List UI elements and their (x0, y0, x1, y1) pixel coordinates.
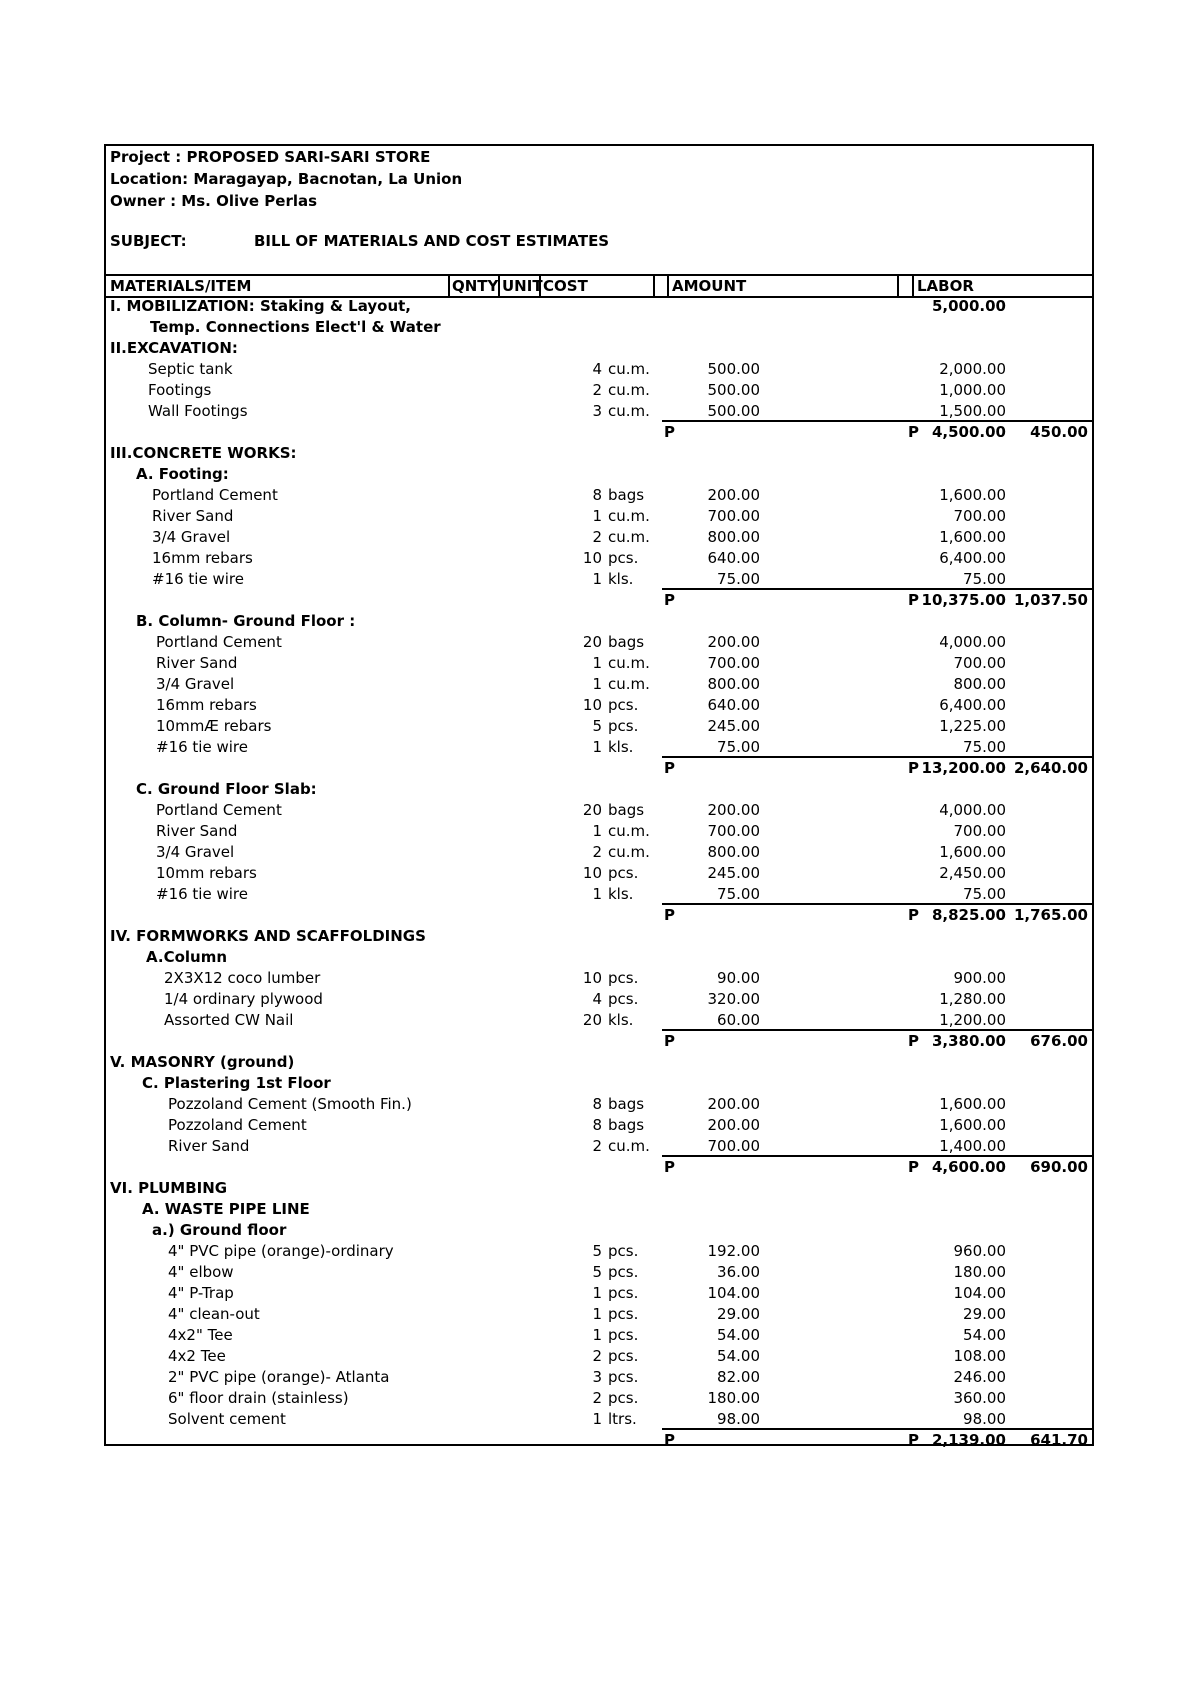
item-label: 4x2 Tee (168, 1347, 226, 1365)
amount-cell: 29.00 (963, 1305, 1006, 1323)
table-row (106, 1241, 1092, 1262)
cost-cell: 320.00 (707, 990, 760, 1008)
unit-cell: bags (608, 1116, 645, 1134)
unit-cell: bags (608, 1095, 645, 1113)
unit-cell: pcs. (608, 864, 639, 882)
qnty-cell: 1 (592, 1410, 602, 1428)
unit-cell: pcs. (608, 1284, 639, 1302)
table-row (106, 1409, 1092, 1430)
cost-cell: 75.00 (717, 738, 760, 756)
amount-cell: 104.00 (953, 1284, 1006, 1302)
item-label: River Sand (156, 654, 238, 672)
qnty-cell: 4 (592, 360, 602, 378)
item-label: 10mmÆ rebars (156, 717, 272, 735)
table-row (106, 1388, 1092, 1409)
labor-amount: 676.00 (1030, 1032, 1088, 1050)
table-row (106, 1262, 1092, 1283)
qnty-cell: 1 (592, 885, 602, 903)
table-row (106, 842, 1092, 863)
amount-cell: 98.00 (963, 1410, 1006, 1428)
subtotal-amount: 2,139.00 (931, 1431, 1006, 1449)
cost-cell: 90.00 (717, 969, 760, 987)
unit-cell: kls. (608, 738, 634, 756)
amount-cell: 1,400.00 (939, 1137, 1006, 1155)
col-divider (897, 276, 899, 296)
qnty-cell: 20 (582, 1011, 602, 1029)
section-label: V. MASONRY (ground) (110, 1053, 295, 1071)
qnty-cell: 20 (582, 633, 602, 651)
subtotal-amount: 8,825.00 (931, 906, 1006, 924)
item-label: Portland Cement (152, 486, 278, 504)
section-label: A.Column (146, 948, 228, 966)
peso-sign: P (664, 1032, 675, 1050)
amount-cell: 1,600.00 (939, 843, 1006, 861)
qnty-cell: 1 (592, 654, 602, 672)
amount-cell: 180.00 (953, 1263, 1006, 1281)
peso-sign: P (908, 423, 919, 441)
amount-cell: 1,600.00 (939, 486, 1006, 504)
cost-cell: 54.00 (717, 1347, 760, 1365)
labor-amount: 450.00 (1030, 423, 1088, 441)
item-label: River Sand (156, 822, 238, 840)
unit-cell: pcs. (608, 990, 639, 1008)
peso-sign: P (908, 1158, 919, 1176)
cost-cell: 640.00 (707, 549, 760, 567)
section-row (106, 1220, 1092, 1241)
item-label: Septic tank (148, 360, 233, 378)
item-label: 6" floor drain (stainless) (168, 1389, 349, 1407)
table-row (106, 632, 1092, 653)
subtotal-row (106, 590, 1092, 611)
unit-cell: cu.m. (608, 528, 650, 546)
section-label: IV. FORMWORKS AND SCAFFOLDINGS (110, 927, 426, 945)
section-row (106, 296, 1092, 317)
labor-amount: 1,765.00 (1013, 906, 1088, 924)
section-label: VI. PLUMBING (110, 1179, 228, 1197)
amount-cell: 360.00 (953, 1389, 1006, 1407)
amount-cell: 1,200.00 (939, 1011, 1006, 1029)
subtotal-rule (662, 756, 1092, 758)
cost-cell: 800.00 (707, 675, 760, 693)
item-label: River Sand (152, 507, 234, 525)
qnty-cell: 1 (592, 822, 602, 840)
qnty-cell: 8 (592, 1095, 602, 1113)
subtotal-amount: 4,500.00 (931, 423, 1006, 441)
item-label: Footings (148, 381, 212, 399)
amount-cell: 1,500.00 (939, 402, 1006, 420)
table-row (106, 968, 1092, 989)
cost-cell: 36.00 (717, 1263, 760, 1281)
section-row (106, 1052, 1092, 1073)
peso-sign: P (908, 1431, 919, 1449)
item-label: 16mm rebars (156, 696, 257, 714)
table-row (106, 1346, 1092, 1367)
item-label: 3/4 Gravel (156, 843, 235, 861)
item-label: 3/4 Gravel (156, 675, 235, 693)
unit-cell: pcs. (608, 1368, 639, 1386)
item-label: #16 tie wire (152, 570, 244, 588)
unit-cell: bags (608, 633, 645, 651)
qnty-cell: 1 (592, 675, 602, 693)
amount-cell: 800.00 (953, 675, 1006, 693)
section-label: I. MOBILIZATION: Staking & Layout, (110, 297, 411, 315)
unit-cell: pcs. (608, 1305, 639, 1323)
table-row (106, 401, 1092, 422)
cost-cell: 60.00 (717, 1011, 760, 1029)
qnty-cell: 1 (592, 1284, 602, 1302)
amount-cell: 2,000.00 (939, 360, 1006, 378)
unit-cell: cu.m. (608, 654, 650, 672)
col-item: MATERIALS/ITEM (110, 277, 252, 295)
unit-cell: pcs. (608, 1263, 639, 1281)
peso-sign: P (664, 906, 675, 924)
amount-cell: 2,450.00 (939, 864, 1006, 882)
table-row (106, 1094, 1092, 1115)
col-cost: COST (543, 277, 588, 295)
cost-cell: 700.00 (707, 507, 760, 525)
amount-cell: 1,600.00 (939, 1095, 1006, 1113)
column-header-row (106, 274, 1092, 298)
amount-cell: 6,400.00 (939, 549, 1006, 567)
subtotal-rule (662, 903, 1092, 905)
table-row (106, 1283, 1092, 1304)
qnty-cell: 2 (592, 843, 602, 861)
table-row (106, 506, 1092, 527)
bill-of-materials-sheet (104, 144, 1094, 1449)
item-label: Pozzoland Cement (168, 1116, 307, 1134)
cost-cell: 500.00 (707, 381, 760, 399)
section-label: Temp. Connections Elect'l & Water (150, 318, 441, 336)
qnty-cell: 2 (592, 528, 602, 546)
cost-cell: 82.00 (717, 1368, 760, 1386)
item-label: 2" PVC pipe (orange)- Atlanta (168, 1368, 390, 1386)
unit-cell: kls. (608, 1011, 634, 1029)
unit-cell: ltrs. (608, 1410, 637, 1428)
section-row (106, 1199, 1092, 1220)
peso-sign: P (664, 423, 675, 441)
amount-cell: 4,000.00 (939, 801, 1006, 819)
table-row (106, 821, 1092, 842)
subtotal-rule (662, 1155, 1092, 1157)
peso-sign: P (664, 1431, 675, 1449)
subtotal-row (106, 422, 1092, 443)
cost-cell: 98.00 (717, 1410, 760, 1428)
amount-cell: 1,000.00 (939, 381, 1006, 399)
qnty-cell: 2 (592, 1347, 602, 1365)
section-label: II.EXCAVATION: (110, 339, 238, 357)
qnty-cell: 8 (592, 1116, 602, 1134)
subtotal-row (106, 1031, 1092, 1052)
subject-text: BILL OF MATERIALS AND COST ESTIMATES (254, 232, 610, 250)
cost-cell: 104.00 (707, 1284, 760, 1302)
unit-cell: cu.m. (608, 360, 650, 378)
unit-cell: kls. (608, 570, 634, 588)
table-row (106, 548, 1092, 569)
table-row (106, 569, 1092, 590)
cost-cell: 200.00 (707, 1095, 760, 1113)
item-label: 4" PVC pipe (orange)-ordinary (168, 1242, 394, 1260)
unit-cell: pcs. (608, 1389, 639, 1407)
unit-cell: pcs. (608, 969, 639, 987)
subtotal-row (106, 758, 1092, 779)
unit-cell: cu.m. (608, 822, 650, 840)
section-row (106, 947, 1092, 968)
cost-cell: 200.00 (707, 1116, 760, 1134)
amount-cell: 4,000.00 (939, 633, 1006, 651)
unit-cell: pcs. (608, 1347, 639, 1365)
labor-amount: 641.70 (1030, 1431, 1088, 1449)
cost-cell: 75.00 (717, 570, 760, 588)
item-label: 4" elbow (168, 1263, 234, 1281)
unit-cell: cu.m. (608, 381, 650, 399)
cost-cell: 500.00 (707, 360, 760, 378)
amount-cell: 700.00 (953, 654, 1006, 672)
col-labor: LABOR (917, 277, 974, 295)
table-row (106, 884, 1092, 905)
peso-sign: P (664, 1158, 675, 1176)
subtotal-row (106, 1157, 1092, 1178)
section-row (106, 464, 1092, 485)
col-unit: UNIT (502, 277, 543, 295)
amount-cell: 5,000.00 (931, 297, 1006, 315)
unit-cell: pcs. (608, 549, 639, 567)
unit-cell: cu.m. (608, 675, 650, 693)
qnty-cell: 1 (592, 738, 602, 756)
table-row (106, 1325, 1092, 1346)
cost-cell: 200.00 (707, 486, 760, 504)
peso-sign: P (908, 591, 919, 609)
subtotal-rule (662, 1428, 1092, 1430)
cost-cell: 192.00 (707, 1242, 760, 1260)
cost-cell: 800.00 (707, 528, 760, 546)
cost-cell: 200.00 (707, 633, 760, 651)
item-label: 16mm rebars (152, 549, 253, 567)
item-label: 4x2" Tee (168, 1326, 233, 1344)
qnty-cell: 8 (592, 486, 602, 504)
section-label: A. Footing: (136, 465, 229, 483)
cost-cell: 180.00 (707, 1389, 760, 1407)
item-label: Wall Footings (148, 402, 248, 420)
qnty-cell: 5 (592, 1263, 602, 1281)
section-row (106, 926, 1092, 947)
section-label: III.CONCRETE WORKS: (110, 444, 297, 462)
col-divider (653, 276, 655, 296)
col-divider (498, 276, 500, 296)
peso-sign: P (908, 1032, 919, 1050)
table-row (106, 737, 1092, 758)
amount-cell: 1,600.00 (939, 1116, 1006, 1134)
table-row (106, 1304, 1092, 1325)
table-row (106, 380, 1092, 401)
unit-cell: pcs. (608, 696, 639, 714)
unit-cell: cu.m. (608, 1137, 650, 1155)
cost-cell: 700.00 (707, 822, 760, 840)
labor-amount: 690.00 (1030, 1158, 1088, 1176)
subtotal-amount: 13,200.00 (921, 759, 1006, 777)
section-label: C. Plastering 1st Floor (142, 1074, 331, 1092)
cost-cell: 500.00 (707, 402, 760, 420)
labor-amount: 2,640.00 (1013, 759, 1088, 777)
item-label: Pozzoland Cement (Smooth Fin.) (168, 1095, 412, 1113)
table-row (106, 674, 1092, 695)
cost-cell: 29.00 (717, 1305, 760, 1323)
subtotal-rule (662, 1029, 1092, 1031)
subtotal-row (106, 1430, 1092, 1451)
qnty-cell: 1 (592, 507, 602, 525)
qnty-cell: 10 (582, 696, 602, 714)
qnty-cell: 2 (592, 1137, 602, 1155)
cost-cell: 245.00 (707, 864, 760, 882)
col-divider (448, 276, 450, 296)
qnty-cell: 10 (582, 969, 602, 987)
table-row (106, 359, 1092, 380)
subtotal-rule (662, 588, 1092, 590)
table-row (106, 989, 1092, 1010)
unit-cell: bags (608, 486, 645, 504)
cost-cell: 54.00 (717, 1326, 760, 1344)
item-label: #16 tie wire (156, 738, 248, 756)
unit-cell: pcs. (608, 1242, 639, 1260)
table-row (106, 1010, 1092, 1031)
col-divider (667, 276, 669, 296)
section-row (106, 611, 1092, 632)
section-row (106, 1073, 1092, 1094)
item-label: #16 tie wire (156, 885, 248, 903)
amount-cell: 900.00 (953, 969, 1006, 987)
amount-cell: 1,225.00 (939, 717, 1006, 735)
item-label: Assorted CW Nail (164, 1011, 294, 1029)
amount-cell: 960.00 (953, 1242, 1006, 1260)
section-label: A. WASTE PIPE LINE (142, 1200, 310, 1218)
item-label: 2X3X12 coco lumber (164, 969, 321, 987)
table-row (106, 1136, 1092, 1157)
col-qnty: QNTY (452, 277, 499, 295)
cost-cell: 200.00 (707, 801, 760, 819)
table-row (106, 1367, 1092, 1388)
labor-amount: 1,037.50 (1013, 591, 1088, 609)
unit-cell: cu.m. (608, 843, 650, 861)
amount-cell: 1,600.00 (939, 528, 1006, 546)
amount-cell: 108.00 (953, 1347, 1006, 1365)
peso-sign: P (664, 759, 675, 777)
section-label: a.) Ground floor (152, 1221, 287, 1239)
amount-cell: 246.00 (953, 1368, 1006, 1386)
table-row (106, 800, 1092, 821)
subtotal-amount: 3,380.00 (931, 1032, 1006, 1050)
section-label: B. Column- Ground Floor : (136, 612, 356, 630)
qnty-cell: 10 (582, 864, 602, 882)
item-label: 4" P-Trap (168, 1284, 234, 1302)
qnty-cell: 1 (592, 570, 602, 588)
table-row (106, 695, 1092, 716)
item-label: Portland Cement (156, 633, 282, 651)
amount-cell: 700.00 (953, 507, 1006, 525)
qnty-cell: 5 (592, 717, 602, 735)
table-row (106, 863, 1092, 884)
subtotal-amount: 10,375.00 (921, 591, 1006, 609)
col-amount: AMOUNT (672, 277, 747, 295)
unit-cell: pcs. (608, 717, 639, 735)
cost-cell: 800.00 (707, 843, 760, 861)
qnty-cell: 4 (592, 990, 602, 1008)
subtotal-row (106, 905, 1092, 926)
item-label: Portland Cement (156, 801, 282, 819)
cost-cell: 700.00 (707, 1137, 760, 1155)
item-label: 1/4 ordinary plywood (164, 990, 323, 1008)
subtotal-rule (662, 420, 1092, 422)
location-line: Location: Maragayap, Bacnotan, La Union (110, 170, 463, 188)
amount-cell: 75.00 (963, 885, 1006, 903)
item-label: 4" clean-out (168, 1305, 260, 1323)
amount-cell: 75.00 (963, 570, 1006, 588)
qnty-cell: 5 (592, 1242, 602, 1260)
section-row (106, 443, 1092, 464)
table-row (106, 653, 1092, 674)
section-row (106, 1178, 1092, 1199)
cost-cell: 75.00 (717, 885, 760, 903)
section-row (106, 338, 1092, 359)
qnty-cell: 2 (592, 381, 602, 399)
amount-cell: 54.00 (963, 1326, 1006, 1344)
unit-cell: kls. (608, 885, 634, 903)
cost-cell: 245.00 (707, 717, 760, 735)
unit-cell: bags (608, 801, 645, 819)
owner-line: Owner : Ms. Olive Perlas (110, 192, 318, 210)
item-label: Solvent cement (168, 1410, 286, 1428)
unit-cell: cu.m. (608, 507, 650, 525)
col-divider (539, 276, 541, 296)
item-label: 3/4 Gravel (152, 528, 231, 546)
col-divider (912, 276, 914, 296)
item-label: River Sand (168, 1137, 250, 1155)
unit-cell: cu.m. (608, 402, 650, 420)
section-row (106, 317, 1092, 338)
peso-sign: P (664, 591, 675, 609)
qnty-cell: 3 (592, 1368, 602, 1386)
project-title: Project : PROPOSED SARI-SARI STORE (110, 148, 431, 166)
table-row (106, 1115, 1092, 1136)
cost-cell: 700.00 (707, 654, 760, 672)
amount-cell: 1,280.00 (939, 990, 1006, 1008)
table-row (106, 485, 1092, 506)
table-row (106, 527, 1092, 548)
amount-cell: 6,400.00 (939, 696, 1006, 714)
peso-sign: P (908, 759, 919, 777)
subject-label: SUBJECT: (110, 232, 187, 250)
subtotal-amount: 4,600.00 (931, 1158, 1006, 1176)
qnty-cell: 1 (592, 1326, 602, 1344)
amount-cell: 75.00 (963, 738, 1006, 756)
peso-sign: P (908, 906, 919, 924)
qnty-cell: 3 (592, 402, 602, 420)
unit-cell: pcs. (608, 1326, 639, 1344)
qnty-cell: 20 (582, 801, 602, 819)
section-row (106, 779, 1092, 800)
qnty-cell: 2 (592, 1389, 602, 1407)
table-row (106, 716, 1092, 737)
item-label: 10mm rebars (156, 864, 257, 882)
cost-cell: 640.00 (707, 696, 760, 714)
section-label: C. Ground Floor Slab: (136, 780, 317, 798)
qnty-cell: 1 (592, 1305, 602, 1323)
amount-cell: 700.00 (953, 822, 1006, 840)
qnty-cell: 10 (582, 549, 602, 567)
